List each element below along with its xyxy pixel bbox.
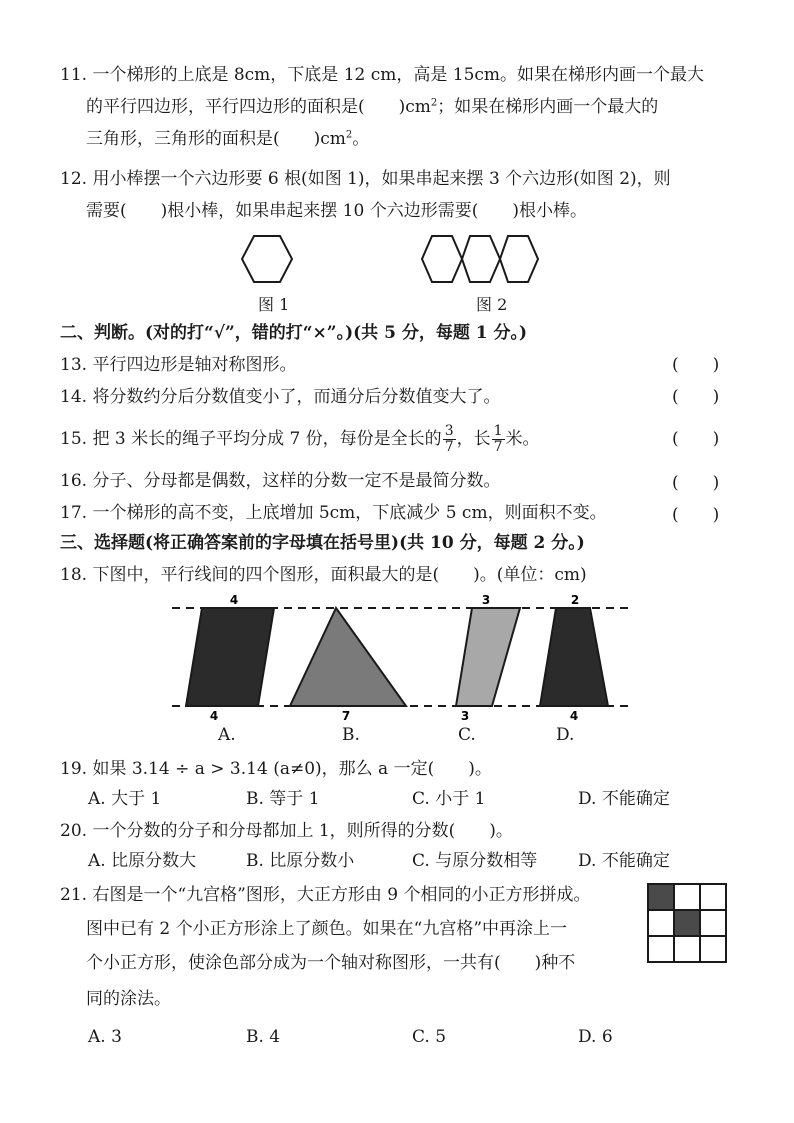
grid-cell — [648, 936, 674, 962]
q20-option-a[interactable]: A. 比原分数大 — [88, 851, 197, 871]
q11-line3 — [86, 128, 369, 150]
q15-text — [60, 422, 540, 456]
q18-option-d[interactable]: D. — [556, 725, 575, 745]
q18-option-b[interactable]: B. — [342, 725, 360, 745]
nine-grid-figure — [646, 880, 730, 968]
q11-line2-b: ；如果在梯形内画一个最大的 — [437, 97, 659, 117]
q11-line2-a: 的平行四边形，平行四边形的面积是( )cm — [86, 97, 431, 117]
grid-cell — [648, 910, 674, 936]
grid-cell — [674, 884, 700, 910]
grid-cell — [700, 910, 726, 936]
q18-option-c[interactable]: C. — [458, 725, 476, 745]
q17-answer-paren[interactable]: ( ) — [672, 505, 720, 525]
hexagon-figure-2 — [414, 232, 564, 290]
shape-c-parallelogram — [456, 608, 520, 706]
section2-title: 二、判断。(对的打“√”，错的打“×”。)(共 5 分，每题 1 分。) — [60, 323, 528, 343]
q20-text: 20. 一个分数的分子和分母都加上 1，则所得的分数( )。 — [60, 821, 513, 841]
q21-line2: 图中已有 2 个小正方形涂上了颜色。如果在“九宫格”中再涂上一 — [86, 919, 568, 939]
shape-a-top-label: 4 — [229, 593, 239, 607]
q15-answer-paren[interactable]: ( ) — [672, 429, 720, 449]
shape-c-top-label: 3 — [481, 593, 491, 607]
q15-text-c: 米。 — [505, 429, 540, 449]
q12-line1: 12. 用小棒摆一个六边形要 6 根(如图 1)，如果串起来摆 3 个六边形(如图 2)，则 — [60, 169, 671, 189]
q15-text-b: ，长 — [456, 429, 491, 449]
q20-option-d[interactable]: D. 不能确定 — [578, 851, 670, 871]
q16-answer-paren[interactable]: ( ) — [672, 473, 720, 493]
q11-sup: 2 — [430, 97, 438, 109]
shape-d-bottom-label: 4 — [569, 709, 579, 722]
q15-frac1-num: 3 — [444, 423, 454, 439]
q15-fraction-2 — [492, 424, 505, 455]
shape-b-triangle — [290, 608, 406, 706]
q21-line4: 同的涂法。 — [86, 989, 171, 1009]
q15-frac1-den: 7 — [444, 439, 454, 455]
q21-option-b[interactable]: B. 4 — [246, 1027, 281, 1047]
q21-option-c[interactable]: C. 5 — [412, 1027, 447, 1047]
shape-b-bottom-label: 7 — [341, 709, 351, 722]
grid-cell — [674, 936, 700, 962]
shape-a-bottom-label: 4 — [209, 709, 219, 722]
parallel-lines-figure — [170, 592, 640, 722]
q19-option-b[interactable]: B. 等于 1 — [246, 789, 320, 809]
q11-line3-a: 三角形，三角形的面积是( )cm — [86, 129, 346, 149]
q11-line2 — [86, 96, 658, 118]
fig1-label: 图 1 — [258, 295, 290, 314]
q17-text: 17. 一个梯形的高不变，上底增加 5cm，下底减少 5 cm，则面积不变。 — [60, 503, 607, 523]
q11-line1: 11. 一个梯形的上底是 8cm，下底是 12 cm，高是 15cm。如果在梯形内画一个最大 — [60, 65, 705, 85]
q20-option-c[interactable]: C. 与原分数相等 — [412, 851, 538, 871]
q19-option-d[interactable]: D. 不能确定 — [578, 789, 670, 809]
q15-text-a: 15. 把 3 米长的绳子平均分成 7 份，每份是全长的 — [60, 429, 442, 449]
q19-text: 19. 如果 3.14 ÷ a > 3.14 (a≠0)，那么 a 一定( )。 — [60, 759, 492, 779]
section3-title: 三、选择题(将正确答案前的字母填在括号里)(共 10 分，每题 2 分。) — [60, 533, 585, 553]
q15-frac2-den: 7 — [493, 439, 503, 455]
q13-answer-paren[interactable]: ( ) — [672, 355, 720, 375]
fig2-label: 图 2 — [476, 295, 508, 314]
q21-option-a[interactable]: A. 3 — [88, 1027, 122, 1047]
shape-d-trapezoid — [540, 608, 608, 706]
grid-cell — [700, 884, 726, 910]
q11-line3-b: 。 — [352, 129, 370, 149]
q12-line2: 需要( )根小棒，如果串起来摆 10 个六边形需要( )根小棒。 — [86, 201, 587, 221]
shape-a-parallelogram — [186, 608, 274, 706]
q21-option-d[interactable]: D. 6 — [578, 1027, 613, 1047]
q11-sup2: 2 — [345, 129, 353, 141]
q21-line1: 21. 右图是一个“九宫格”图形，大正方形由 9 个相同的小正方形拼成。 — [60, 885, 591, 905]
q13-text: 13. 平行四边形是轴对称图形。 — [60, 355, 297, 375]
q19-option-c[interactable]: C. 小于 1 — [412, 789, 486, 809]
q18-text: 18. 下图中，平行线间的四个图形，面积最大的是( )。(单位：cm) — [60, 565, 587, 585]
grid-cell — [700, 936, 726, 962]
q14-text: 14. 将分数约分后分数值变小了，而通分后分数值变大了。 — [60, 387, 501, 407]
shape-d-top-label: 2 — [570, 593, 580, 607]
grid-cell-shaded-1 — [648, 884, 674, 910]
hexagon-figure-1 — [236, 232, 306, 290]
q19-option-a[interactable]: A. 大于 1 — [88, 789, 162, 809]
shape-c-bottom-label: 3 — [460, 709, 470, 722]
q16-text: 16. 分子、分母都是偶数，这样的分数一定不是最简分数。 — [60, 471, 501, 491]
q20-option-b[interactable]: B. 比原分数小 — [246, 851, 355, 871]
q15-fraction-1 — [443, 424, 456, 455]
q15-frac2-num: 1 — [493, 423, 503, 439]
q14-answer-paren[interactable]: ( ) — [672, 387, 720, 407]
q21-line3: 个小正方形，使涂色部分成为一个轴对称图形，一共有( )种不 — [86, 953, 576, 973]
grid-cell-shaded-2 — [674, 910, 700, 936]
q18-option-a[interactable]: A. — [218, 725, 236, 745]
